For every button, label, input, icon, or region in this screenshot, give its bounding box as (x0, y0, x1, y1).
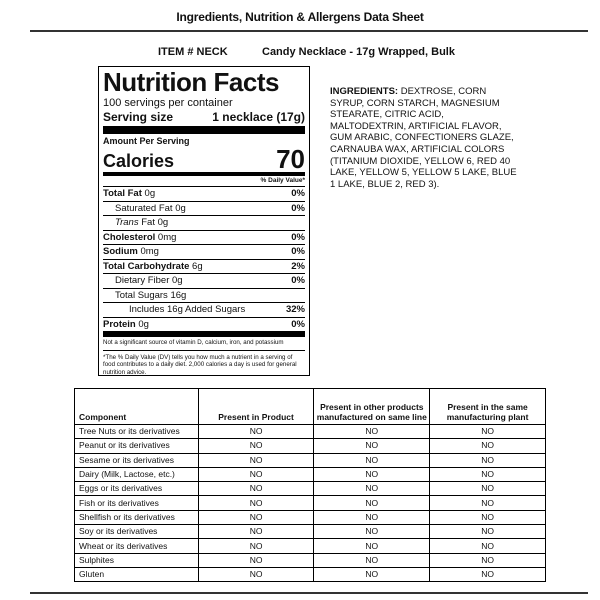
servings-per-container: 100 servings per container (103, 97, 233, 109)
allergen-component: Eggs or its derivatives (75, 482, 199, 496)
allergen-status: NO (430, 482, 546, 496)
allergen-status: NO (198, 482, 314, 496)
allergen-status: NO (198, 439, 314, 453)
nutrient-row-saturated-fat (103, 202, 305, 217)
allergen-status: NO (430, 510, 546, 524)
allergen-status: NO (314, 467, 430, 481)
nutrient-pct: 32% (285, 304, 305, 315)
allergen-status: NO (314, 510, 430, 524)
table-row (75, 510, 546, 524)
table-row (75, 425, 546, 439)
table-row (75, 467, 546, 481)
page-header (0, 0, 600, 30)
nutrient-amount: 0mg (157, 231, 177, 243)
allergen-status: NO (198, 553, 314, 567)
nutrient-pct: 0% (291, 246, 305, 257)
allergen-status: NO (430, 525, 546, 539)
allergen-status: NO (430, 539, 546, 553)
allergen-component: Fish or its derivatives (75, 496, 199, 510)
nutrient-amount: 0mg (140, 246, 159, 257)
allergen-status: NO (198, 467, 314, 481)
ingredients-block (330, 86, 520, 190)
item-description: Candy Necklace - 17g Wrapped, Bulk (262, 46, 455, 58)
table-row (75, 439, 546, 453)
nutrient-name: Trans (115, 217, 139, 228)
nutrient-name: Protein (103, 318, 136, 330)
allergen-status: NO (430, 425, 546, 439)
calories-label: Calories (103, 151, 175, 171)
allergen-status: NO (314, 425, 430, 439)
nutrient-amount: 16g (170, 289, 187, 301)
nutrient-row-cholesterol (103, 231, 305, 246)
table-row (75, 553, 546, 567)
table-row (75, 525, 546, 539)
table-row (75, 567, 546, 581)
allergen-component: Wheat or its derivatives (75, 539, 199, 553)
allergen-status: NO (314, 553, 430, 567)
nutrient-row-dietary-fiber (103, 274, 305, 289)
allergen-component: Shellfish or its derivatives (75, 510, 199, 524)
allergen-status: NO (198, 525, 314, 539)
allergen-status: NO (314, 539, 430, 553)
allergen-status: NO (314, 567, 430, 581)
nutrient-row-total-carbohydrate (103, 260, 305, 275)
header-present-same-plant: Present in the same manufacturing plant (430, 389, 546, 425)
table-row (75, 453, 546, 467)
allergen-status: NO (314, 439, 430, 453)
allergen-table-header (75, 389, 546, 425)
allergen-status: NO (198, 567, 314, 581)
nutrient-pct: 0% (291, 275, 305, 286)
nutrient-name: Dietary Fiber (115, 275, 170, 286)
nutrient-amount: Fat 0g (141, 217, 169, 228)
calories-row (103, 146, 305, 176)
allergen-status: NO (314, 453, 430, 467)
nutrient-name: Includes 16g Added Sugars (129, 304, 246, 315)
serving-size-row (103, 110, 305, 134)
nutrient-name: Saturated Fat (115, 202, 173, 214)
allergen-status: NO (430, 439, 546, 453)
nutrient-pct: 0% (291, 231, 305, 243)
serving-size-label: Serving size (103, 110, 174, 124)
nutrition-footnote-significance: Not a significant source of vitamin D, calcium, iron, and potassium (103, 337, 305, 351)
header-component: Component (75, 389, 199, 425)
nutrient-name: Total Sugars (115, 289, 168, 301)
header-present-same-line: Present in other products manufactured on same line (314, 389, 430, 425)
nutrient-row-protein (103, 318, 305, 338)
nutrient-row-total-fat (103, 187, 305, 202)
nutrition-facts-title: Nutrition Facts (103, 67, 279, 97)
allergen-status: NO (430, 453, 546, 467)
nutrient-row-trans-fat (103, 216, 305, 231)
item-number: ITEM # NECK (158, 46, 228, 58)
footer-divider (30, 592, 588, 594)
allergen-status: NO (314, 496, 430, 510)
allergen-status: NO (198, 425, 314, 439)
nutrient-pct: 0% (291, 188, 305, 199)
nutrient-row-total-sugars (103, 289, 305, 304)
allergen-component: Dairy (Milk, Lactose, etc.) (75, 467, 199, 481)
nutrition-footnote-daily-value: *The % Daily Value (DV) tells you how much a nutrient in a serving of food contributes to a daily diet. 2,000 calories a day is used for general nutrition advice. (103, 353, 297, 376)
allergen-component: Sulphites (75, 553, 199, 567)
nutrient-amount: 0g (172, 275, 183, 286)
header-present-in-product: Present in Product (198, 389, 314, 425)
allergen-status: NO (198, 496, 314, 510)
serving-size-value: 1 necklace (17g) (212, 110, 305, 124)
allergen-component: Sesame or its derivatives (75, 453, 199, 467)
allergen-component: Soy or its derivatives (75, 525, 199, 539)
table-row (75, 482, 546, 496)
allergen-status: NO (198, 539, 314, 553)
nutrient-amount: 0g (138, 318, 149, 330)
allergen-status: NO (430, 553, 546, 567)
allergen-status: NO (430, 467, 546, 481)
page-title: Ingredients, Nutrition & Allergens Data Sheet (176, 10, 424, 24)
nutrient-name: Total Fat (103, 188, 142, 199)
allergen-status: NO (198, 510, 314, 524)
nutrient-amount: 0g (175, 202, 186, 214)
allergen-status: NO (198, 453, 314, 467)
allergen-status: NO (430, 567, 546, 581)
nutrient-name: Total Carbohydrate (103, 260, 190, 272)
table-row (75, 539, 546, 553)
nutrient-name: Sodium (103, 246, 138, 257)
ingredients-label: INGREDIENTS: (330, 86, 399, 97)
allergen-status: NO (314, 482, 430, 496)
calories-value: 70 (276, 144, 305, 174)
ingredients-text: DEXTROSE, CORN SYRUP, CORN STARCH, MAGNESIUM STEARATE, CITRIC ACID, MALTODEXTRIN, ARTIFICIAL FLAVOR, GUM ARABIC, CONFECTIONERS GLAZE, CARNAUBA WAX, ARTIFICIAL COLORS (TITANIUM DIOXIDE, YELLOW 6, RED 40 LAKE, YELLOW 5, YELLOW 5 LAKE, BLUE 1 LAKE, BLUE 2, RED 3). (330, 86, 517, 190)
allergen-component: Tree Nuts or its derivatives (75, 425, 199, 439)
nutrient-row-sodium (103, 245, 305, 260)
allergen-table (74, 388, 546, 582)
header-divider (30, 30, 588, 32)
nutrient-amount: 0g (144, 188, 156, 199)
nutrient-pct: 2% (291, 260, 305, 272)
allergen-status: NO (314, 525, 430, 539)
nutrient-name: Cholesterol (103, 231, 156, 243)
nutrient-pct: 0% (291, 202, 305, 214)
table-row (75, 496, 546, 510)
allergen-status: NO (430, 496, 546, 510)
allergen-component: Gluten (75, 567, 199, 581)
nutrient-amount: 6g (192, 260, 203, 272)
allergen-component: Peanut or its derivatives (75, 439, 199, 453)
amount-per-serving: Amount Per Serving (103, 136, 190, 146)
nutrient-row-added-sugars (103, 303, 305, 318)
nutrient-pct: 0% (291, 318, 305, 330)
nutrition-facts-label (98, 66, 310, 376)
daily-value-header: % Daily Value* (103, 176, 305, 187)
